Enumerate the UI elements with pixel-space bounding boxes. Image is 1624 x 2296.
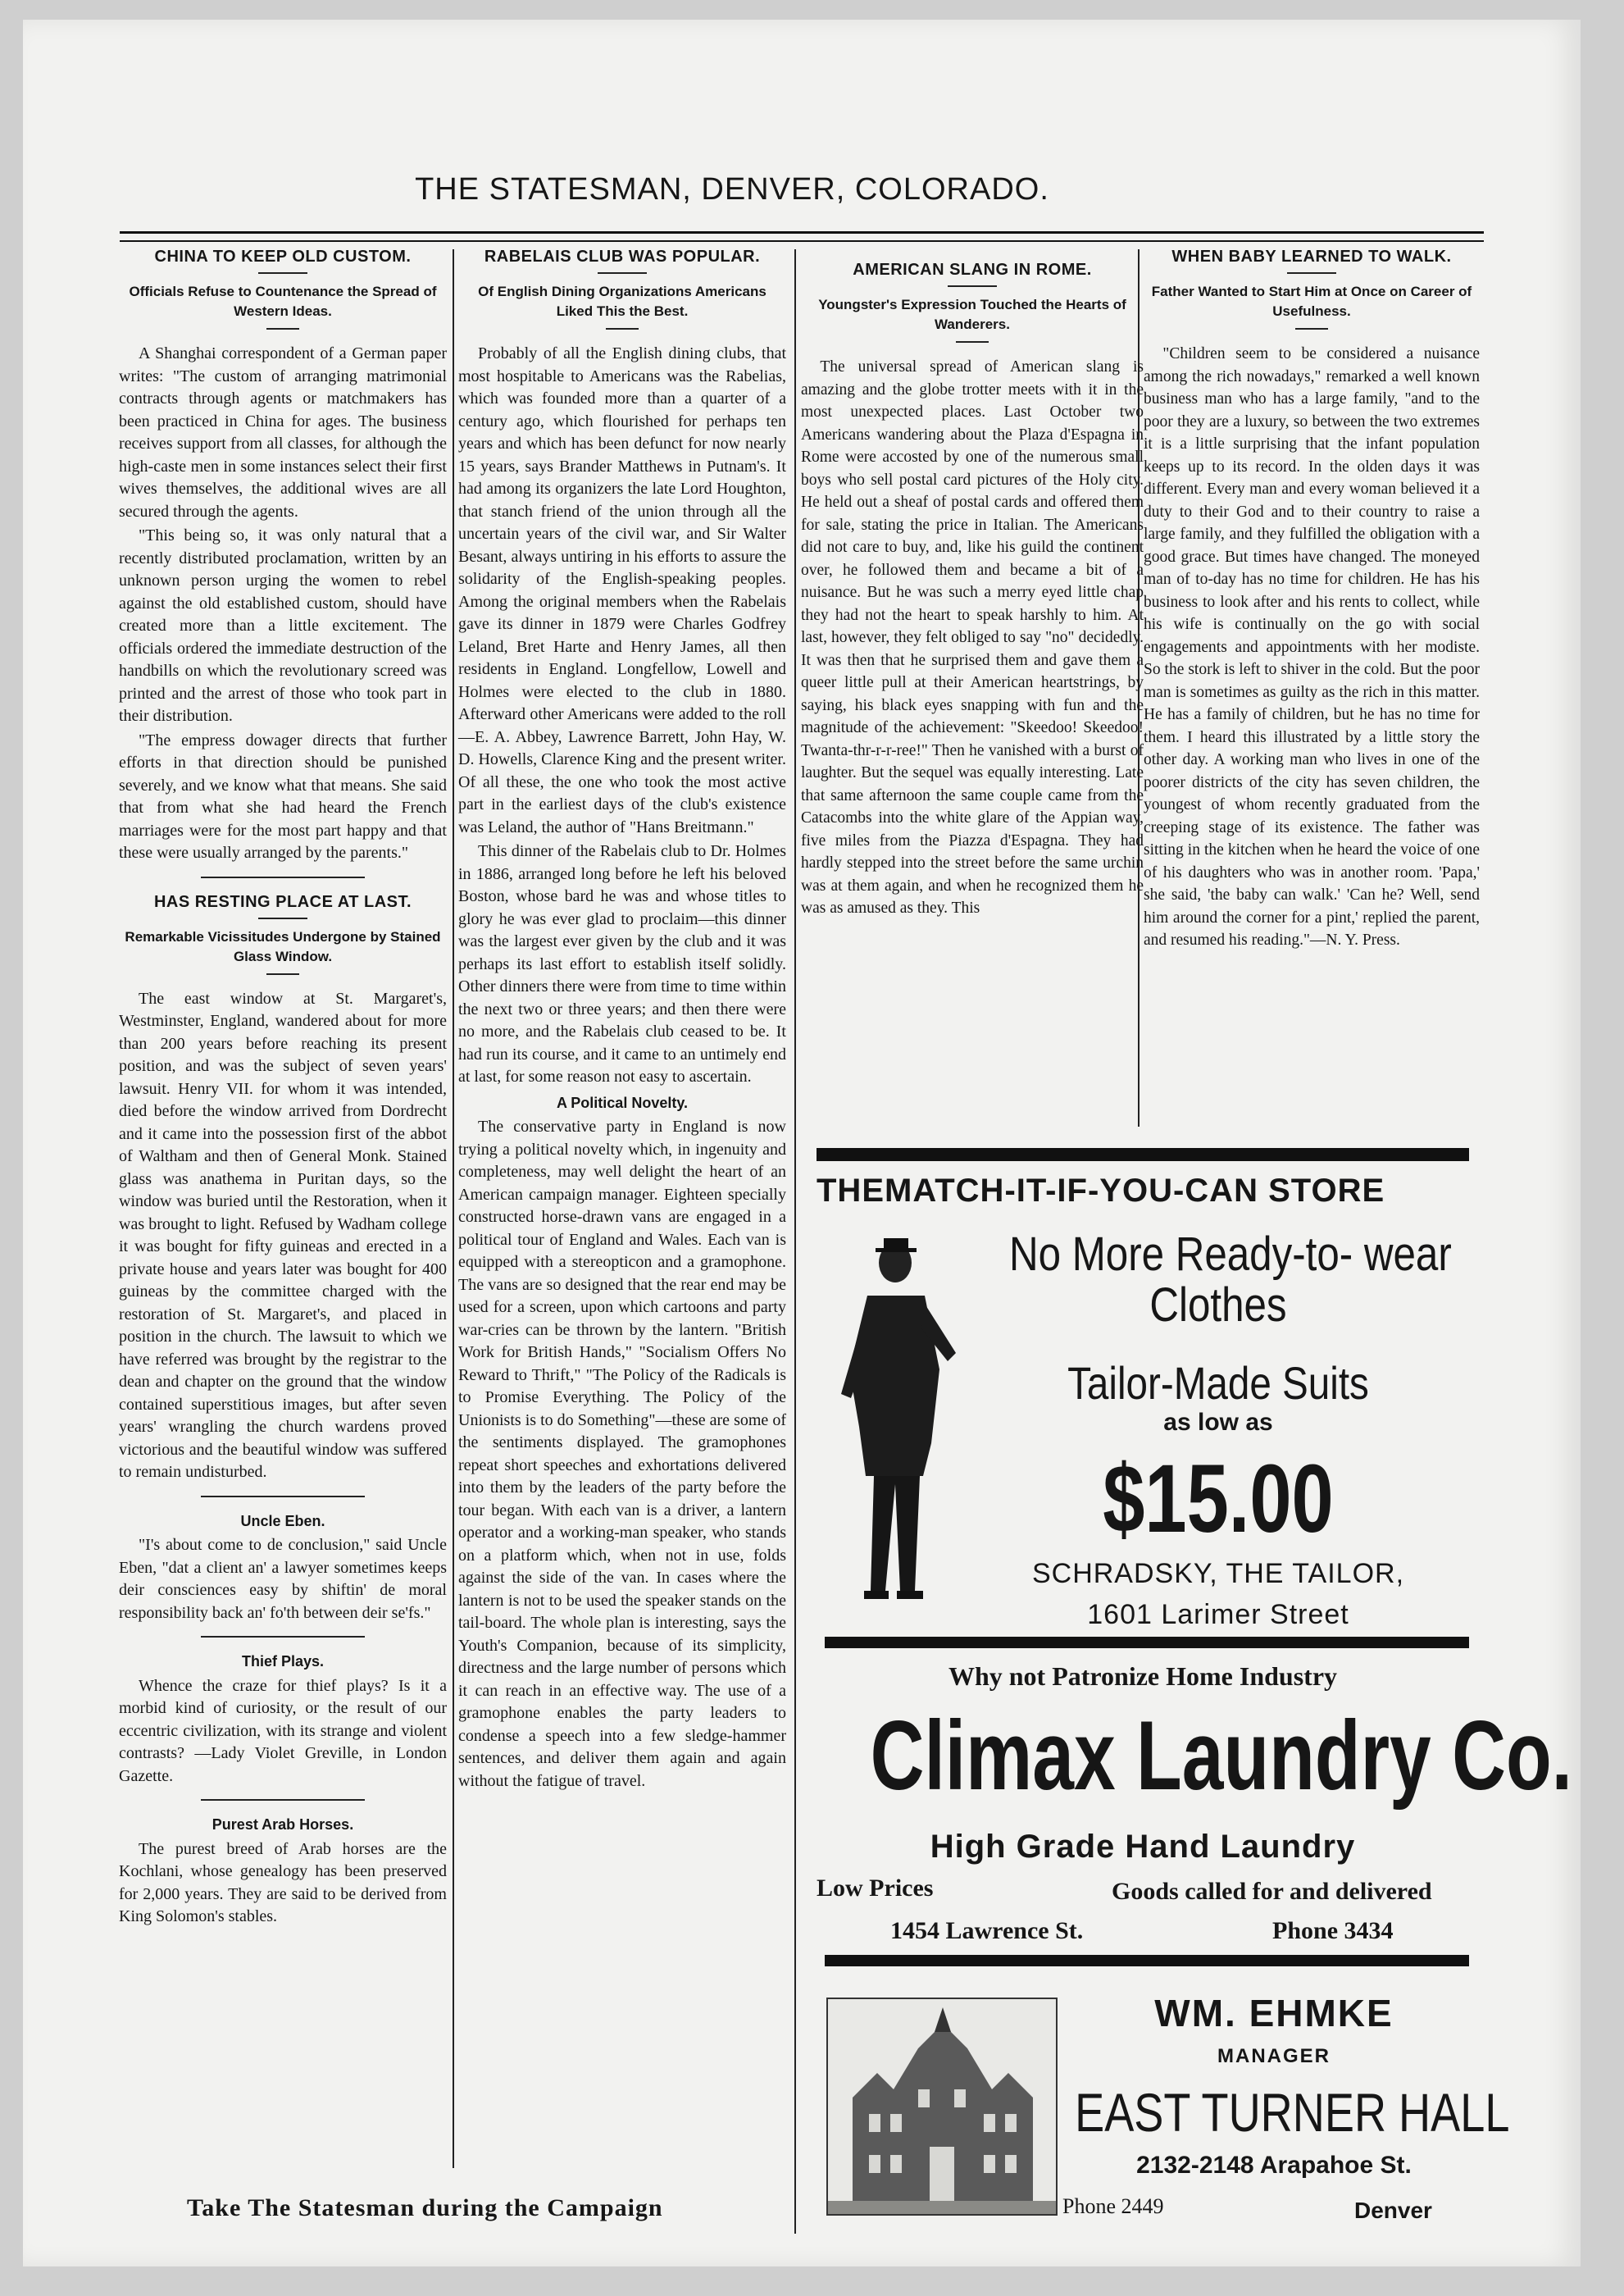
separator <box>201 877 365 878</box>
newspaper-page <box>23 20 1581 2266</box>
ad-hall-owner: WM. EHMKE <box>1154 1992 1394 2034</box>
ad-laundry-subhead: High Grade Hand Laundry <box>930 1829 1356 1865</box>
paragraph: "This being so, it was only natural that a recently distributed proclamation, written by an unknown person urging the women to rebel against the old established custom, should have created more than a little excitement. The officials ordered the immediate destruction of the handbills on which the revolutionary screed was printed and the arrest of those who took part in their distribution. <box>119 526 447 725</box>
ad-as-low-as: as low as <box>1163 1409 1273 1436</box>
ad-laundry-phone: Phone 3434 <box>1272 1917 1394 1944</box>
masthead: THE STATESMAN, DENVER, COLORADO. <box>415 172 1049 207</box>
column-2 <box>458 246 786 1794</box>
paragraph: The east window at St. Margaret's, Westminster, England, wandered about for more than 200 years before reaching its present position, and was the subject of seven years' lawsuit. Henry VII. for whom it was intended, died before the window arrived from Dordrecht and it came into the possession first of the abbot of Waltham and then of General Monk. Stained glass was anathema in Puritan days, so the window was buried until the Restoration, when it was brought to light. Refused by Wadham college it was bought for fifty guineas and erected in a private house and years later was bought for 400 guineas by the committee charged with the restoration of St. Margaret's, and placed in position in the church. The lawsuit to which we have referred was brought by the registrar to the dean and chapter on the ground that the window contained superstitious images, but after seven years' wrangling the church wardens proved victorious and the beautiful window was suffered to remain undisturbed. <box>119 989 447 1481</box>
ad-bar-top <box>817 1148 1469 1161</box>
ad-tailor-name: SCHRADSKY, THE TAILOR, <box>1031 1558 1405 1589</box>
headline-rabelais: RABELAIS CLUB WAS POPULAR. <box>484 248 761 266</box>
masthead-rule <box>120 231 1484 242</box>
ad-hall-city: Denver <box>1354 2198 1432 2223</box>
ad-laundry-name: Climax Laundry Co. <box>870 1701 1573 1811</box>
paragraph: The conservative party in England is now trying a political novelty which, in ingenuity and completeness, may well delight the heart of an American campaign manager. Eighteen specially constructed horse-drawn vans are engaged in a political tour of England and Wales. Each van is equipped with a stereopticon and a gramophone. The vans are so designed that the rear end may be used for a screen, upon which cartoons and party war-cries can be thrown by the lantern. "British Work for British Hands," "Socialism Offers No Reward to Thrift," "The Policy of the Radicals is to Promise Everything. The Policy of the Unionists is to do Something"—these are some of the sentiments displayed. The gramophones repeat short speeches and exhortations delivered into them by the leaders of the party before the tour began. With each van is a driver, a lantern operator and a working-man speaker, who stands on a platform which, when not in use, folds against the side of the van. In cases where the lantern is not to be used the speaker stands on the tail-board. The whole plan is interesting, says the Youth's Companion, because of its simplicity, directness and the large number of persons which it can reach in an effective way. The use of a gramophone enables the party leaders to condense a speech into a few sledge-hammer sentences, and deliver them again and again without the fatigue of travel. <box>458 1118 786 1790</box>
ad-bar-bottom <box>825 1955 1469 1966</box>
subhead-resting-place: Remarkable Vicissitudes Undergone by Stained Glass Window. <box>119 918 447 975</box>
ad-laundry-tagline: Why not Patronize Home Industry <box>948 1661 1338 1691</box>
column-4 <box>1144 246 1480 954</box>
ad-headline-1: No More Ready-to- wear <box>1009 1228 1452 1281</box>
paragraph: This dinner of the Rabelais club to Dr. Holmes in 1886, arranged long before he left his beloved Boston, whose bard he was and whose titles to glory he was ever glad to proclaim—this dinner was the largest ever given by the club and it was perhaps its last effort to establish itself solidly. Other dinners there were from time to time within the next two or three years; and then there were no more, and the Rabelais club ceased to be. It had run its course, and it came to an untimely end at last, for some reason not easy to ascertain. <box>458 842 786 1086</box>
turner-hall-illustration <box>826 1998 1058 2216</box>
ad-hall-address: 2132-2148 Arapahoe St. <box>1136 2152 1412 2179</box>
column-1 <box>119 246 447 1930</box>
headline-uncle-eben: Uncle Eben. <box>240 1512 325 1529</box>
ad-bar-middle <box>825 1637 1469 1648</box>
column-rule-1 <box>453 249 454 2168</box>
headline-thief-plays: Thief Plays. <box>241 1653 325 1670</box>
ad-hall-manager: MANAGER <box>1217 2045 1331 2067</box>
subhead-rabelais: Of English Dining Organizations Americans Liked This the Best. <box>458 272 786 330</box>
separator <box>201 1799 365 1801</box>
ad-headline-2: Clothes <box>1149 1278 1287 1332</box>
ad-laundry-delivery: Goods called for and delivered <box>1112 1878 1432 1905</box>
footer-slogan: Take The Statesman during the Campaign <box>187 2194 663 2221</box>
headline-resting-place: HAS RESTING PLACE AT LAST. <box>153 892 412 911</box>
separator <box>201 1636 365 1638</box>
headline-political-novelty: A Political Novelty. <box>556 1094 689 1111</box>
column-rule-2 <box>794 249 796 2234</box>
tailor-figure-illustration <box>817 1230 964 1607</box>
ad-tailor-address: 1601 Larimer Street <box>1087 1599 1349 1630</box>
paragraph: "The empress dowager directs that further efforts in that direction should be punished severely, and we know what that means. She said that from what she had heard the French marriages were for the most part happy and that these were usually arranged by the parents." <box>119 731 447 862</box>
paragraph: "I's about come to de conclusion," said Uncle Eben, "dat a client an' a lawyer sometimes keeps deir consciences easy by shiftin' de moral responsibility back an' fo'th between deir se'fs." <box>119 1536 447 1622</box>
subhead-slang: Youngster's Expression Touched the Hearts of Wanderers. <box>801 285 1144 343</box>
paragraph: The purest breed of Arab horses are the Kochlani, whose genealogy has been preserved for 2,000 years. They are said to be derived from King Solomon's stables. <box>119 1839 447 1925</box>
paragraph: Probably of all the English dining clubs, that most hospitable to Americans was the Rabelias, which was founded more than a quarter of a century ago, which flourished for perhaps ten years and which has been defunct for now nearly 15 years, says Brander Matthews in Putnam's. It had among its organizers the late Lord Houghton, that stanch friend of the union through all the uncertain years of the civil war, and Sir Walter Besant, always untiring in his efforts to assure the solidarity of the English-speaking peoples. Among the original members when the Rabelais gave its dinner in 1879 were Charles Godfrey Leland, Bret Harte and Henry James, all then residents in England. Longfellow, Lowell and Holmes were elected to the club in 1880. Afterward other Americans were added to the roll—E. A. Abbey, Lawrence Barrett, John Hay, W. D. Howells, Clarence King and the present writer. Of all these, the one who took the most active part in the earliest days of the club's existence was Leland, the author of "Hans Breitmann." <box>458 344 786 836</box>
paragraph: "Children seem to be considered a nuisance among the rich nowadays," remarked a well known business man who has a large family, "and to the poor they are a luxury, so between the two extremes it is a little surprising that the infant population keeps up to its record. In the olden days it was different. Every man and every woman believed it a duty to their God and to their country to raise a large family, and they fulfilled the obligation with a good grace. But times have changed. The moneyed man of to-day has no time for children. He has his business to look after and his rents to collect, while his wife is continually on the go with social engagements and appointments with her modiste. So the stork is left to shiver in the cold. But the poor man is sometimes as guilty as the rich in this matter. He has a family of children, but he has no time for them. I heard this illustrated by a little story the other day. A working man who lives in one of the poorer districts of the city has seven children, the youngest of whom recently graduated from the creeping stage of its existence. The father was sitting in the kitchen when he heard the voice of one of his daughters who was in another room. 'Papa,' she said, 'the baby can walk.' 'Can he? Well, send him around the corner for a pint,' replied the parent, and resumed his reading."—N. Y. Press. <box>1144 345 1480 949</box>
paragraph: A Shanghai correspondent of a German paper writes: "The custom of arranging matrimonial contracts through agents or matchmakers has been practiced in China for ages. The business receives support from all classes, for although the high-caste men in some instances select their first wives themselves, the additional wives are all secured through the agents. <box>119 344 447 521</box>
ad-hall-phone: Phone 2449 <box>1062 2194 1164 2218</box>
paragraph: The universal spread of American slang is amazing and the globe trotter meets with it in the most unexpected places. Last October two Americans wandering about the Plaza d'Espagna in Rome were accosted by one of the numerous small boys who sell postal card pictures of the Holy city. He held out a sheaf of postal cards and offered them for sale, stating the price in Italian. The Americans did not care to buy, and, like his guild the continent over, he followed them and became a bit of a nuisance. But he was such a merry eyed little chap they had not the heart to speak harshly to him. At last, however, they felt obliged to say "no" decidedly. It was then that he surprised them and gave them a queer little pull at their American heartstrings, by saying, his black eyes snapping with fun and the magnitude of the achievement: "Skeedoo! Skeedoo! Twanta-thr-r-r-ree!" Then he vanished with a burst of laughter. But the sequel was equally interesting. Late that same afternoon the same couple came from the Catacombs into the white glare of the Appian way, five miles from the Piazza d'Espagna. They had hardly stepped into the street before the same urchin was at them again, and when he recognized them he was as amused as they. This <box>801 358 1144 917</box>
ad-store-name: THEMATCH-IT-IF-YOU-CAN STORE <box>817 1173 1385 1209</box>
ad-price: $15.00 <box>1103 1445 1334 1553</box>
subhead-china: Officials Refuse to Countenance the Spread of Western Ideas. <box>119 272 447 330</box>
ad-hall-name: EAST TURNER HALL <box>1075 2082 1510 2143</box>
headline-slang: AMERICAN SLANG IN ROME. <box>853 261 1092 279</box>
headline-china: CHINA TO KEEP OLD CUSTOM. <box>154 248 412 266</box>
ad-laundry-prices: Low Prices <box>817 1875 934 1902</box>
column-3 <box>801 246 1144 922</box>
ad-tailor-made: Tailor-Made Suits <box>1067 1357 1369 1409</box>
ad-laundry-address: 1454 Lawrence St. <box>890 1917 1084 1944</box>
headline-baby-walk: WHEN BABY LEARNED TO WALK. <box>1171 248 1452 266</box>
subhead-baby-walk: Father Wanted to Start Him at Once on Career of Usefulness. <box>1144 272 1480 330</box>
separator <box>201 1496 365 1497</box>
paragraph: Whence the craze for thief plays? Is it a morbid kind of curiosity, or the result of our eccentric civilization, with its strange and violent contrasts? —Lady Violet Greville, in London Gazette. <box>119 1676 447 1785</box>
headline-arab-horses: Purest Arab Horses. <box>212 1816 354 1833</box>
